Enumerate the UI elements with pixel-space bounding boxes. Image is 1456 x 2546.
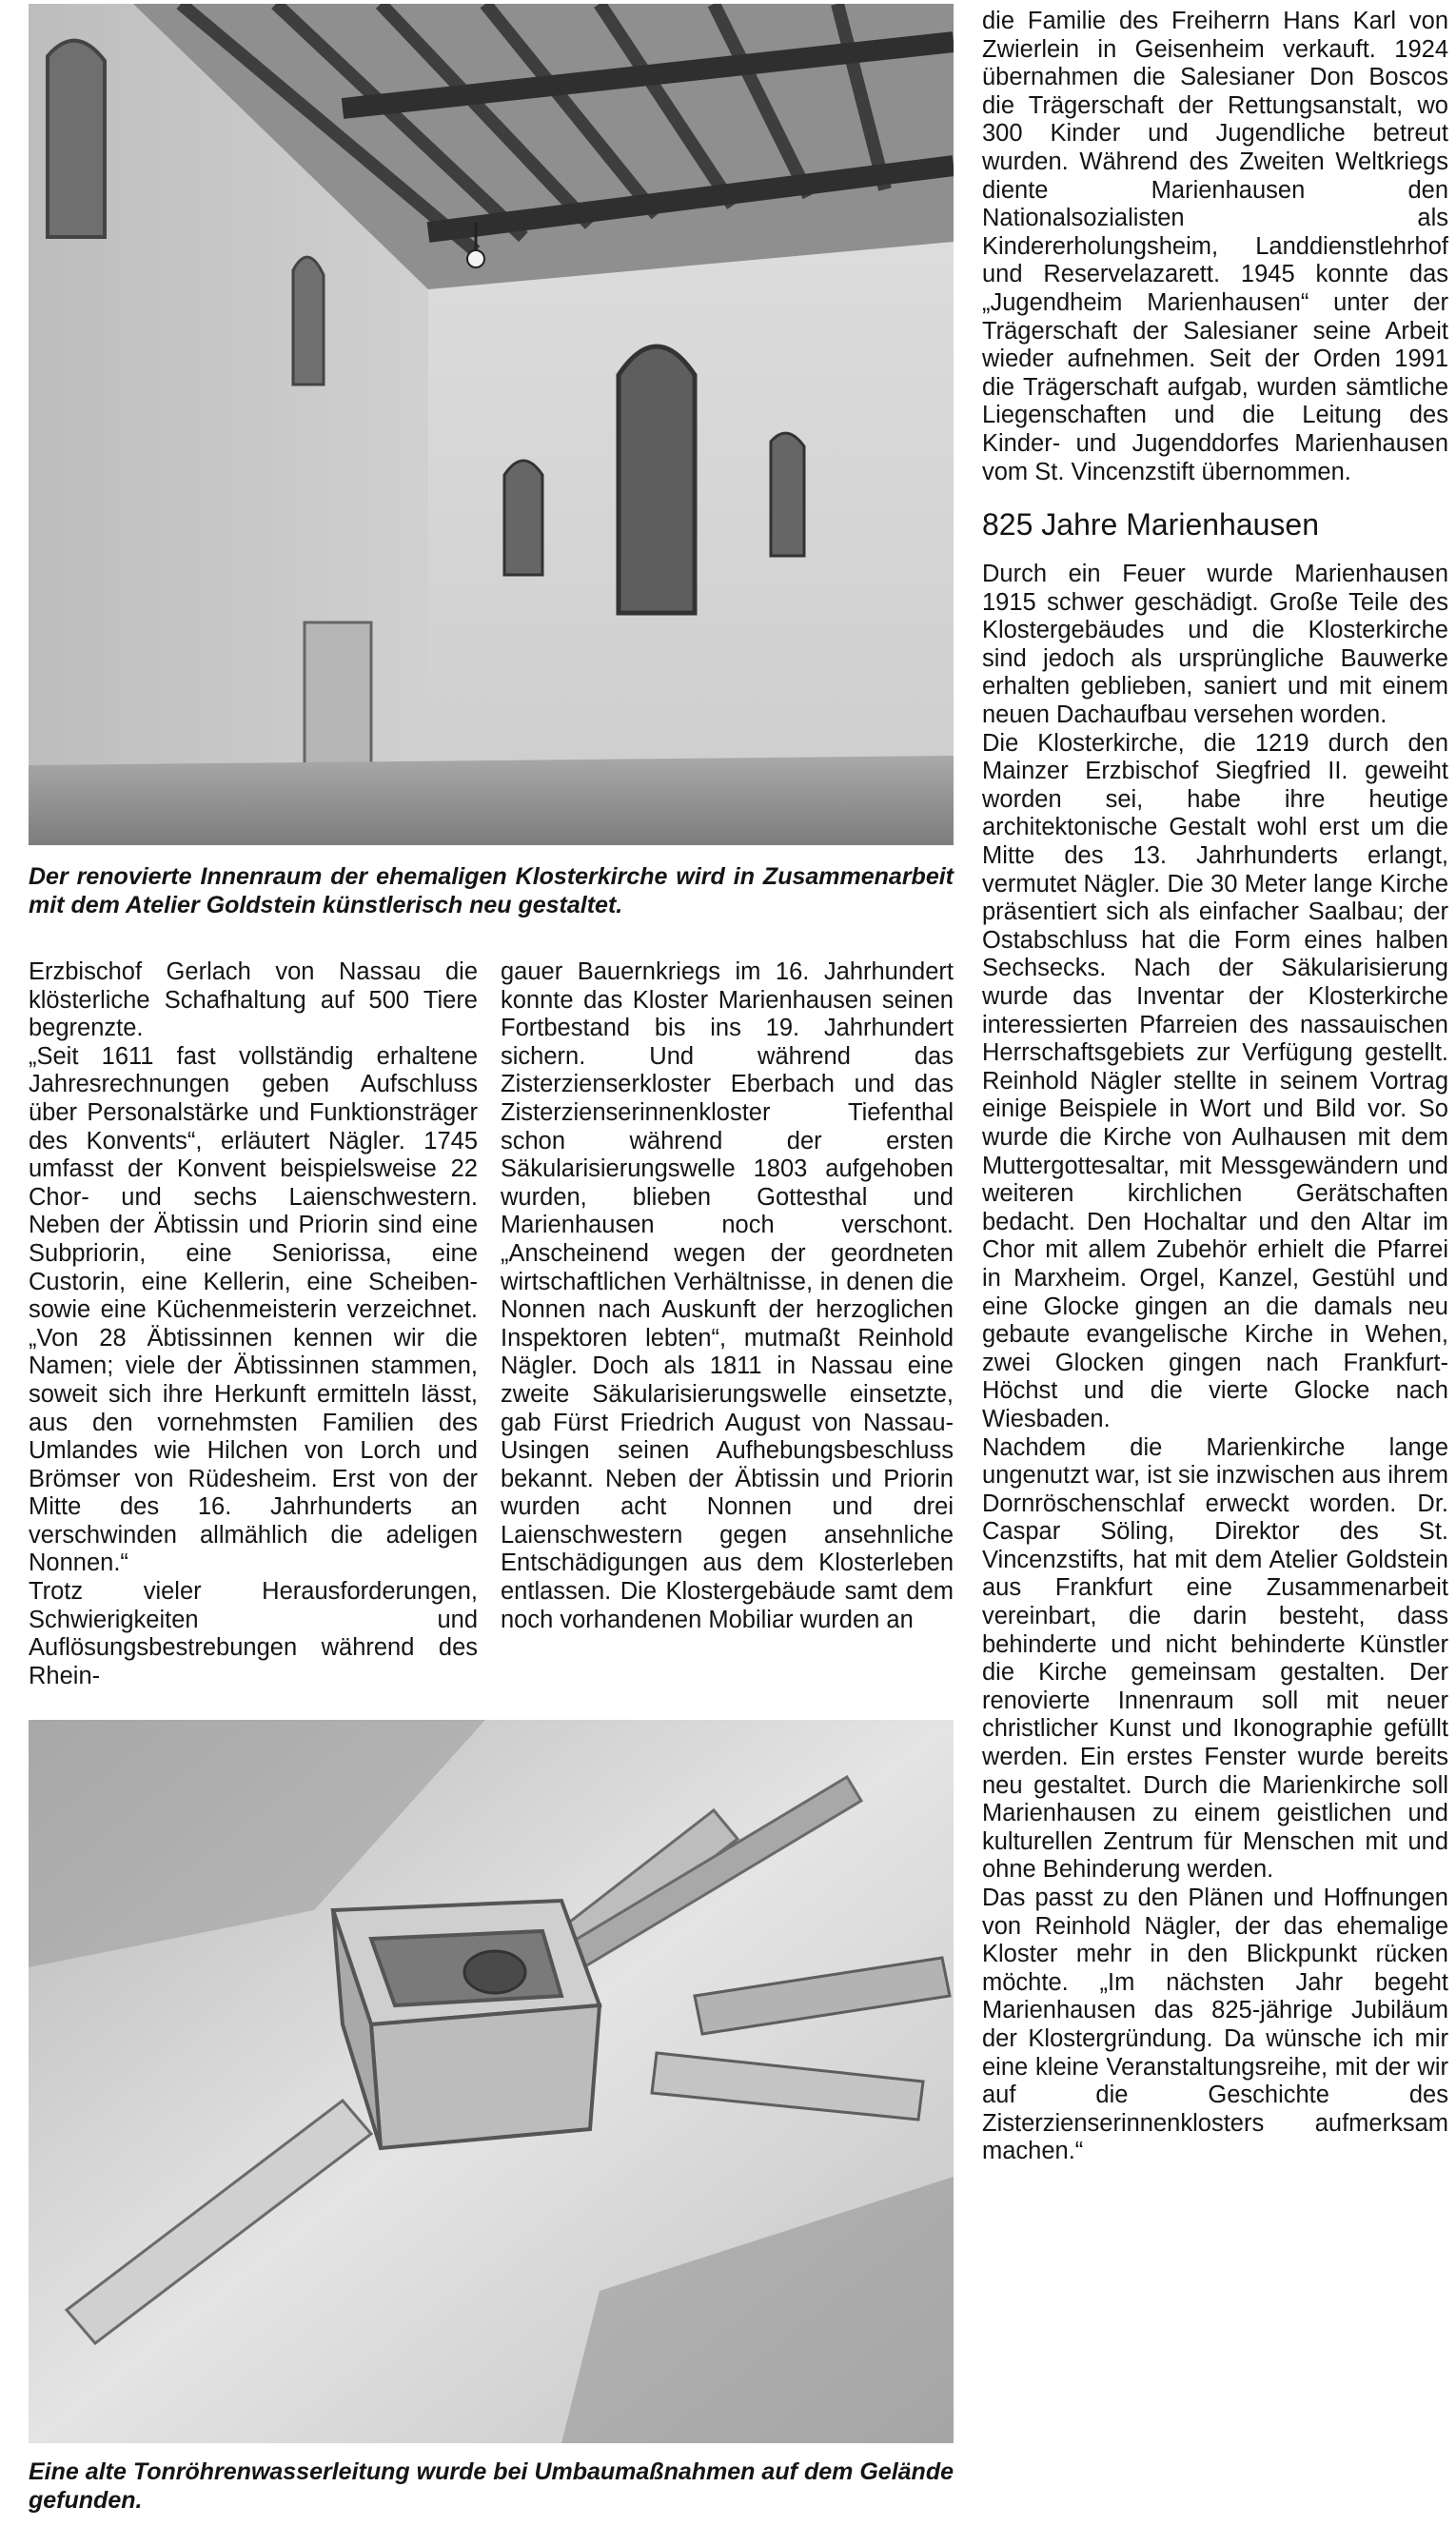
section-subheading: 825 Jahre Marienhausen: [982, 507, 1320, 543]
paragraph: die Familie des Freiherrn Hans Karl von Zwierlein in Geisenheim verkauft. 1924 übernahmen die Salesianer Don Boscos die Trägerschaft der Rettungsanstalt, wo 300 Kinder und Jugendliche betreut wurden. Während des Zweiten Weltkriegs diente Marienhausen den Nationalsozialisten als Kindererholungsheim, Landdienstlehrhof und Reservelazarett. 1945 konnte das „Jugendheim Marienhausen“ unter der Trägerschaft der Salesianer seine Arbeit wieder aufnehmen. Seit der Orden 1991 die Trägerschaft aufgab, wurden sämtliche Liegenschaften und die Leitung des Kinder- und Jugenddorfes Marienhausen vom St. Vincenzstift übernommen.: [982, 8, 1448, 485]
paragraph: Trotz vieler Herausforderungen, Schwierigkeiten und Auflösungsbestrebungen während des Rhein-: [29, 1578, 478, 1689]
paragraph: Die Klosterkirche, die 1219 durch den Mainzer Erzbischof Siegfried II. geweiht worden sei, habe ihre heutige architektonische Gestalt wohl erst um die Mitte des 13. Jahrhunderts erlangt, vermutet Nägler. Die 30 Meter lange Kirche präsentiert sich als einfacher Saalbau; der Ostabschluss hat die Form eines halben Sechsecks. Nach der Säkularisierung wurde das Inventar der Klosterkirche interessierten Pfarreien des nassauischen Herrschaftsgebiets zur Verfügung gestellt. Reinhold Nägler stellte in seinem Vortrag einige Beispiele in Wort und Bild vor. So wurde die Kirche von Aulhausen mit dem Muttergottesaltar, mit Messgewändern und weiteren kirchlichen Gerätschaften bedacht. Den Hochaltar und den Altar im Chor mit allem Zubehör erhielt die Pfarrei in Marxheim. Orgel, Kanzel, Gestühl und eine Glocke gingen an die damals neu gebaute evangelische Kirche in Wehen, zwei Glocken gingen nach Frankfurt-Höchst und die vierte Glocke nach Wiesbaden.: [982, 729, 1448, 1432]
pipes-photo-caption: Eine alte Tonröhrenwasserleitung wurde bei Umbaumaßnahmen auf dem Gelände gefunden.: [29, 2458, 954, 2514]
paragraph: „Seit 1611 fast vollständig erhaltene Jahresrechnungen geben Aufschluss über Personalstärke und Funktionsträger des Konvents“, erläutert Nägler. 1745 umfasst der Konvent beispielsweise 22 Chor- und sechs Laienschwestern. Neben der Äbtissin und Priorin sind eine Subpriorin, eine Seniorissa, eine Custorin, eine Kellerin, eine Scheiben- sowie eine Küchenmeisterin verzeichnet. „Von 28 Äbtissinnen kennen wir die Namen; viele der Äbtissinnen stammen, soweit sich ihre Herkunft ermitteln lässt, aus den vornehmsten Familien des Umlandes wie Hilchen von Lorch und Brömser von Rüdesheim. Erst von der Mitte des 16. Jahrhunderts an verschwinden allmählich die adeligen Nonnen.“: [29, 1042, 478, 1577]
paragraph: Das passt zu den Plänen und Hoffnungen von Reinhold Nägler, der das ehemalige Kloster mehr in den Blickpunkt rücken möchte. „Im nächsten Jahr begeht Marienhausen das 825-jährige Jubiläum der Klostergründung. Da wünsche ich mir eine kleine Veranstaltungsreihe, mit der wir auf die Geschichte des Zisterzienserinnenklosters aufmerksam machen.“: [982, 1885, 1448, 2165]
church-interior-illustration: [29, 4, 954, 845]
article-column-middle: [501, 958, 954, 1634]
paragraph: Erzbischof Gerlach von Nassau die klösterliche Schafhaltung auf 500 Tiere begrenzte.: [29, 958, 478, 1042]
clay-pipe-photo: [29, 1720, 954, 2443]
article-column-left: [29, 958, 478, 1690]
paragraph: Durch ein Feuer wurde Marienhausen 1915 schwer geschädigt. Große Teile des Klostergebäudes und die Klosterkirche sind jedoch als ursprüngliche Bauwerke erhalten geblieben, saniert und mit einem neuen Dachaufbau versehen worden.: [982, 561, 1448, 729]
article-column-right: [982, 8, 1448, 2166]
church-photo-caption: Der renovierte Innenraum der ehemaligen Klosterkirche wird in Zusammenarbeit mit dem Atelier Goldstein künstlerisch neu gestaltet.: [29, 863, 954, 918]
church-interior-photo: [29, 4, 954, 845]
paragraph: Nachdem die Marienkirche lange ungenutzt war, ist sie inzwischen aus ihrem Dornröschenschlaf erweckt worden. Dr. Caspar Söling, Direktor des St. Vincenzstifts, hat mit dem Atelier Goldstein aus Frankfurt eine Zusammenarbeit vereinbart, die darin besteht, dass behinderte und nicht behinderte Künstler die Kirche gemeinsam gestalten. Der renovierte Innenraum soll mit neuer christlicher Kunst und Ikonographie gefüllt werden. Ein erstes Fenster wurde bereits neu gestaltet. Durch die Marienkirche soll Marienhausen zu einem geistlichen und kulturellen Zentrum für Menschen mit und ohne Behinderung werden.: [982, 1433, 1448, 1884]
paragraph: gauer Bauernkriegs im 16. Jahrhundert konnte das Kloster Marienhausen seinen Fortbestand bis ins 19. Jahrhundert sichern. Und während das Zisterzienserkloster Eberbach und das Zisterzienserinnenkloster Tiefenthal schon während der ersten Säkularisierungswelle 1803 aufgehoben wurden, blieben Gottesthal und Marienhausen noch verschont. „Anscheinend wegen der geordneten wirtschaftlichen Verhältnisse, in denen die Nonnen nach Auskunft der herzoglichen Inspektoren lebten“, mutmaßt Reinhold Nägler. Doch als 1811 in Nassau eine zweite Säkularisierungswelle einsetzte, gab Fürst Friedrich August von Nassau-Usingen seinen Aufhebungsbeschluss bekannt. Neben der Äbtissin und Priorin wurden acht Nonnen und drei Laienschwestern gegen ansehnliche Entschädigungen aus dem Klosterleben entlassen. Die Klostergebäude samt dem noch vorhandenen Mobiliar wurden an: [501, 958, 954, 1633]
clay-pipe-illustration: [29, 1720, 954, 2443]
